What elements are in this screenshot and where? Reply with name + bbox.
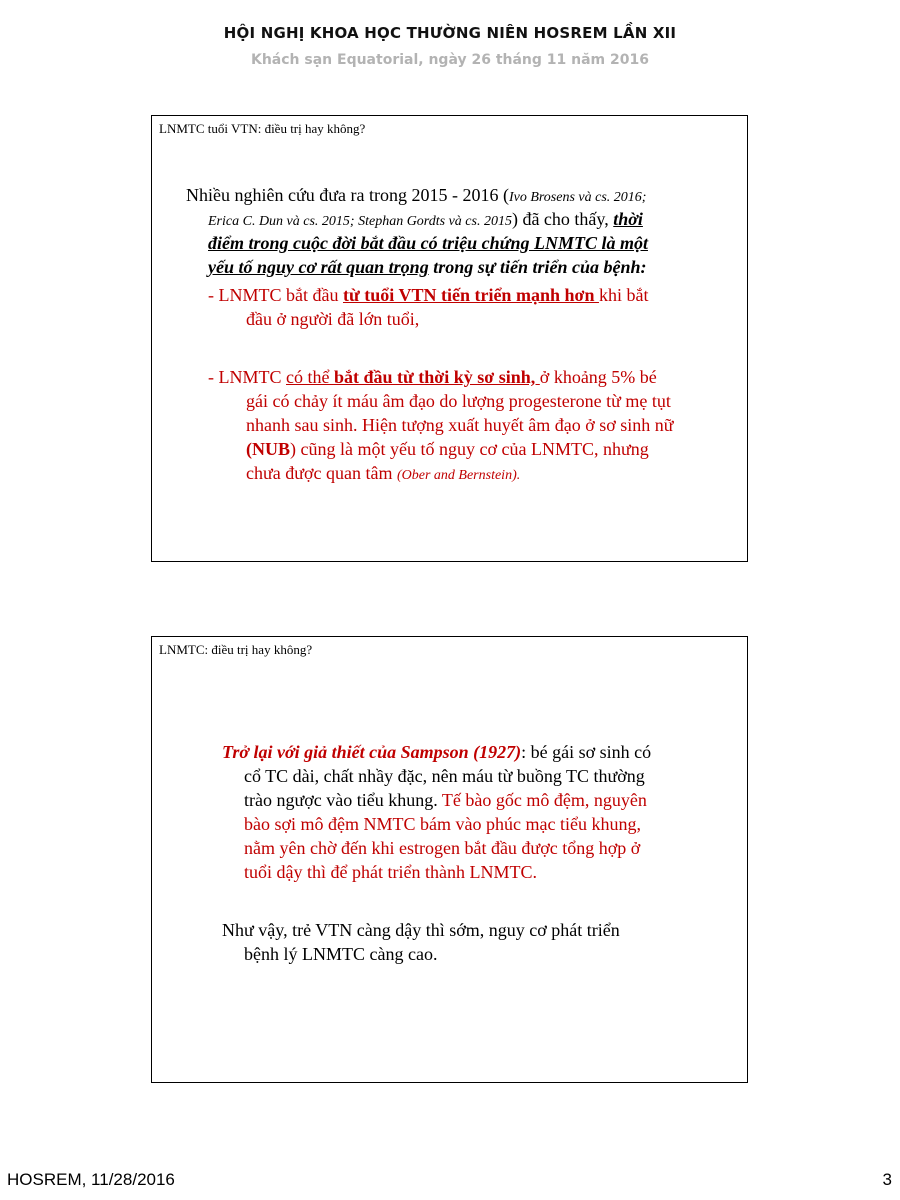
bullet-2-line-4 — [246, 438, 649, 462]
slide-2-para-2-line-2 — [244, 943, 437, 967]
slide-1-intro-line-3 — [208, 232, 648, 256]
bullet-2-line-3 — [246, 414, 674, 438]
bullet-2-line-1 — [208, 366, 657, 390]
bullet-text: ) cũng là một yếu tố nguy cơ của LNMTC, nhưng — [290, 439, 649, 459]
slide-1-intro-line-4 — [208, 256, 647, 280]
bullet-text: đầu ở người đã lớn tuổi, — [246, 309, 420, 329]
slide-2-para-1-line-1 — [222, 741, 651, 765]
slide-2 — [151, 636, 748, 1083]
slide-2-para-1-line-4 — [244, 813, 641, 837]
slide-2-title: LNMTC: điều trị hay không? — [159, 642, 313, 657]
citation: (Ober and Bernstein). — [396, 468, 521, 483]
para-text: bệnh lý LNMTC càng cao. — [244, 944, 438, 964]
emphasis: điểm trong cuộc đời bắt đầu có triệu chứng LNMTC là một — [208, 233, 648, 253]
para-text-red: tuổi dậy thì để phát triển thành LNMTC. — [244, 862, 537, 882]
bullet-emphasis: (NUB — [246, 439, 290, 459]
bullet-emphasis: từ tuổi VTN tiến triển mạnh hơn — [342, 285, 599, 305]
bullet-underlined: có thể — [286, 367, 334, 387]
bullet-text: nhanh sau sinh. Hiện tượng xuất huyết âm đạo ở sơ sinh nữ — [246, 415, 674, 435]
page-number: 3 — [882, 1170, 892, 1189]
slide-2-para-2-line-1 — [222, 919, 620, 943]
para-text-red: Tế bào gốc mô đệm, nguyên — [441, 790, 647, 810]
slide-1-title: LNMTC tuổi VTN: điều trị hay không? — [159, 121, 366, 136]
bullet-text: chưa được quan tâm — [246, 463, 397, 483]
intro-text: ) đã cho thấy, — [511, 209, 614, 229]
para-text-red: nằm yên chờ đến khi estrogen bắt đầu được tổng hợp ở — [244, 838, 641, 858]
bullet-text: - LNMTC bắt đầu — [208, 285, 343, 305]
citation: Erica C. Dun và cs. 2015; Stephan Gordts và cs. 2015 — [208, 214, 512, 229]
emphasis: Trở lại với giả thiết của Sampson (1927) — [222, 742, 522, 762]
slide-1-intro-line-1 — [186, 184, 646, 210]
bullet-text: ở khoảng 5% bé — [539, 367, 657, 387]
para-text: Như vậy, trẻ VTN càng dậy thì sớm, nguy cơ phát triển — [222, 920, 620, 940]
slide-1-intro-line-2 — [208, 208, 643, 234]
slide-2-para-1-line-5 — [244, 837, 640, 861]
bullet-text: - LNMTC — [208, 367, 286, 387]
conference-subtitle: Khách sạn Equatorial, ngày 26 tháng 11 năm 2016 — [250, 52, 649, 68]
footer-date: HOSREM, 11/28/2016 — [7, 1170, 175, 1189]
slide-2-para-1-line-2 — [244, 765, 645, 789]
slide-2-para-1-line-6 — [244, 861, 537, 885]
citation: Ivo Brosens và cs. 2016; — [508, 190, 647, 205]
para-text: cổ TC dài, chất nhầy đặc, nên máu từ buồng TC thường — [244, 766, 645, 786]
bullet-2-line-2 — [246, 390, 671, 414]
bullet-emphasis: bắt đầu từ thời kỳ sơ sinh, — [333, 367, 540, 387]
emphasis-tail: trong sự tiến triển của bệnh: — [428, 257, 647, 277]
slide-1 — [151, 115, 748, 562]
bullet-1-line-2 — [246, 308, 419, 332]
para-text: : bé gái sơ sinh có — [521, 742, 652, 762]
emphasis: yếu tố nguy cơ rất quan trọng — [208, 257, 429, 277]
bullet-text: gái có chảy ít máu âm đạo do lượng progesterone từ mẹ tụt — [246, 391, 671, 411]
bullet-1-line-1 — [208, 284, 648, 308]
conference-title: HỘI NGHỊ KHOA HỌC THƯỜNG NIÊN HOSREM LẦN XII — [223, 24, 677, 42]
emphasis: thời — [613, 209, 643, 229]
slide-2-para-1-line-3 — [244, 789, 647, 813]
para-text: trào ngược vào tiểu khung. — [244, 790, 442, 810]
bullet-2-line-5 — [246, 462, 520, 488]
para-text-red: bào sợi mô đệm NMTC bám vào phúc mạc tiểu khung, — [244, 814, 641, 834]
bullet-text: khi bắt — [598, 285, 649, 305]
intro-text: Nhiều nghiên cứu đưa ra trong 2015 - 2016 ( — [186, 185, 509, 205]
